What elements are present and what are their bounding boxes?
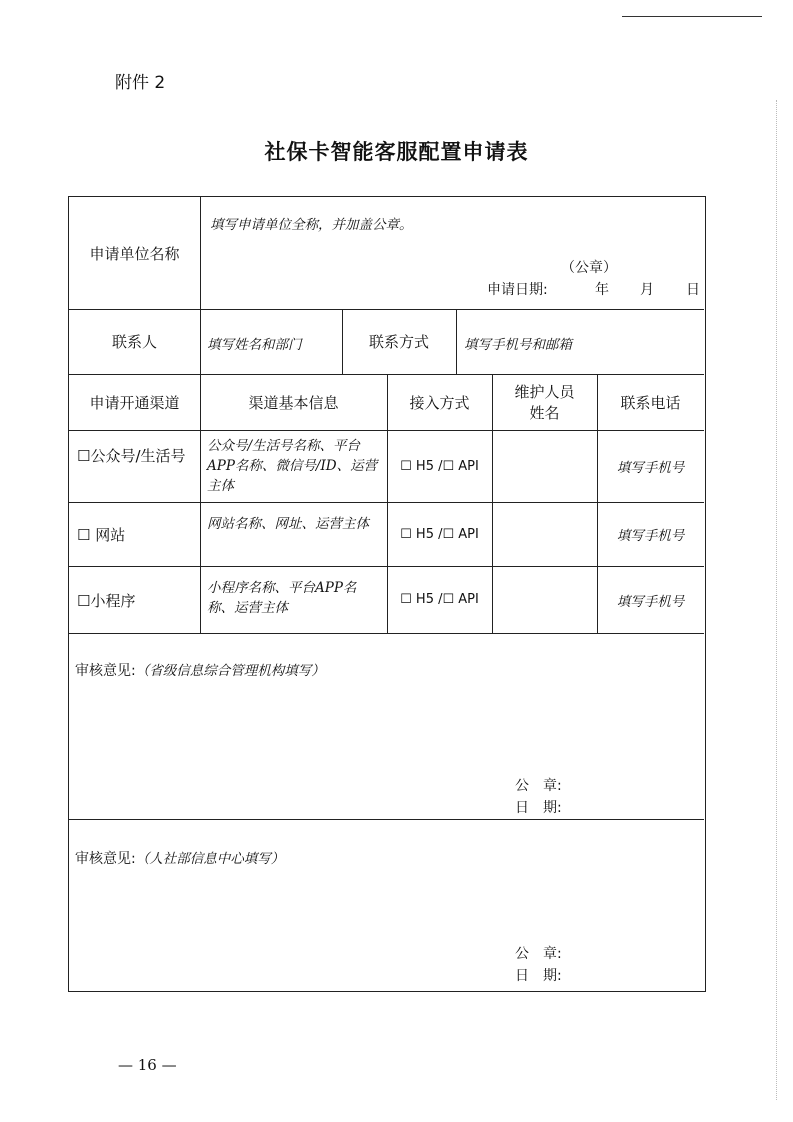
- channel-access-mini-program: ☐ H5 /☐ API: [400, 592, 479, 607]
- review-provincial-seal: 公 章:: [515, 778, 562, 794]
- row-divider: [69, 633, 704, 634]
- header-maintainer: 维护人员姓名: [514, 383, 575, 422]
- channel-name-website: ☐ 网站: [77, 526, 126, 544]
- channel-access-official-account: ☐ H5 /☐ API: [400, 458, 479, 474]
- contact-label: 联系人: [111, 333, 157, 351]
- channel-info-website: 网站名称、网址、运营主体: [207, 516, 369, 532]
- header-channel: 申请开通渠道: [89, 393, 180, 412]
- header-phone: 联系电话: [620, 393, 681, 412]
- top-rule: [622, 16, 762, 17]
- review-ministry-label: [75, 847, 284, 868]
- channel-info-official-account: 公众号/生活号名称、平台APP名称、微信号/ID、运营主体: [207, 438, 378, 494]
- review-ministry-note: （人社部信息中心填写）: [135, 851, 285, 867]
- contact-method-label: 联系方式: [368, 333, 429, 351]
- channel-access-website: ☐ H5 /☐ API: [400, 526, 479, 542]
- channel-name-official-account: ☐公众号/生活号: [77, 447, 186, 465]
- applicant-hint: 填写申请单位全称，并加盖公章。: [210, 217, 413, 233]
- apply-date-label: 申请日期:: [487, 282, 548, 298]
- channel-phone-official-account: 填写手机号: [616, 460, 685, 476]
- review-provincial-date: 日 期:: [515, 800, 562, 816]
- page-number: — 16 —: [118, 1056, 177, 1074]
- row-divider: [69, 819, 704, 820]
- apply-date-day: 日: [686, 282, 700, 298]
- review-provincial-note: （省级信息综合管理机构填写）: [135, 663, 325, 679]
- review-ministry-date: 日 期:: [515, 968, 562, 984]
- channel-name-mini-program: ☐小程序: [77, 592, 136, 610]
- applicant-seal: （公章）: [561, 260, 617, 276]
- review-ministry-title: 审核意见:: [75, 851, 136, 867]
- channel-phone-website: 填写手机号: [616, 528, 685, 544]
- apply-date-year: 年: [595, 282, 609, 298]
- scan-edge: [776, 100, 778, 1100]
- review-provincial-label: [75, 659, 325, 680]
- channel-phone-mini-program: 填写手机号: [616, 593, 685, 610]
- col-divider: [456, 309, 457, 374]
- contact-hint: 填写姓名和部门: [207, 337, 302, 353]
- contact-method-hint: 填写手机号和邮箱: [464, 337, 572, 353]
- channel-info-mini-program: 小程序名称、平台APP名称、运营主体: [207, 580, 357, 616]
- review-ministry-seal: 公 章:: [515, 946, 562, 962]
- header-channel-info: 渠道基本信息: [248, 393, 339, 412]
- applicant-label: 申请单位名称: [89, 244, 180, 263]
- review-provincial-title: 审核意见:: [75, 663, 136, 679]
- header-access: 接入方式: [409, 393, 470, 412]
- apply-date-month: 月: [640, 282, 654, 298]
- application-form: [68, 196, 706, 992]
- attachment-label: 附件 2: [115, 73, 166, 93]
- form-title: 社保卡智能客服配置申请表: [264, 140, 529, 164]
